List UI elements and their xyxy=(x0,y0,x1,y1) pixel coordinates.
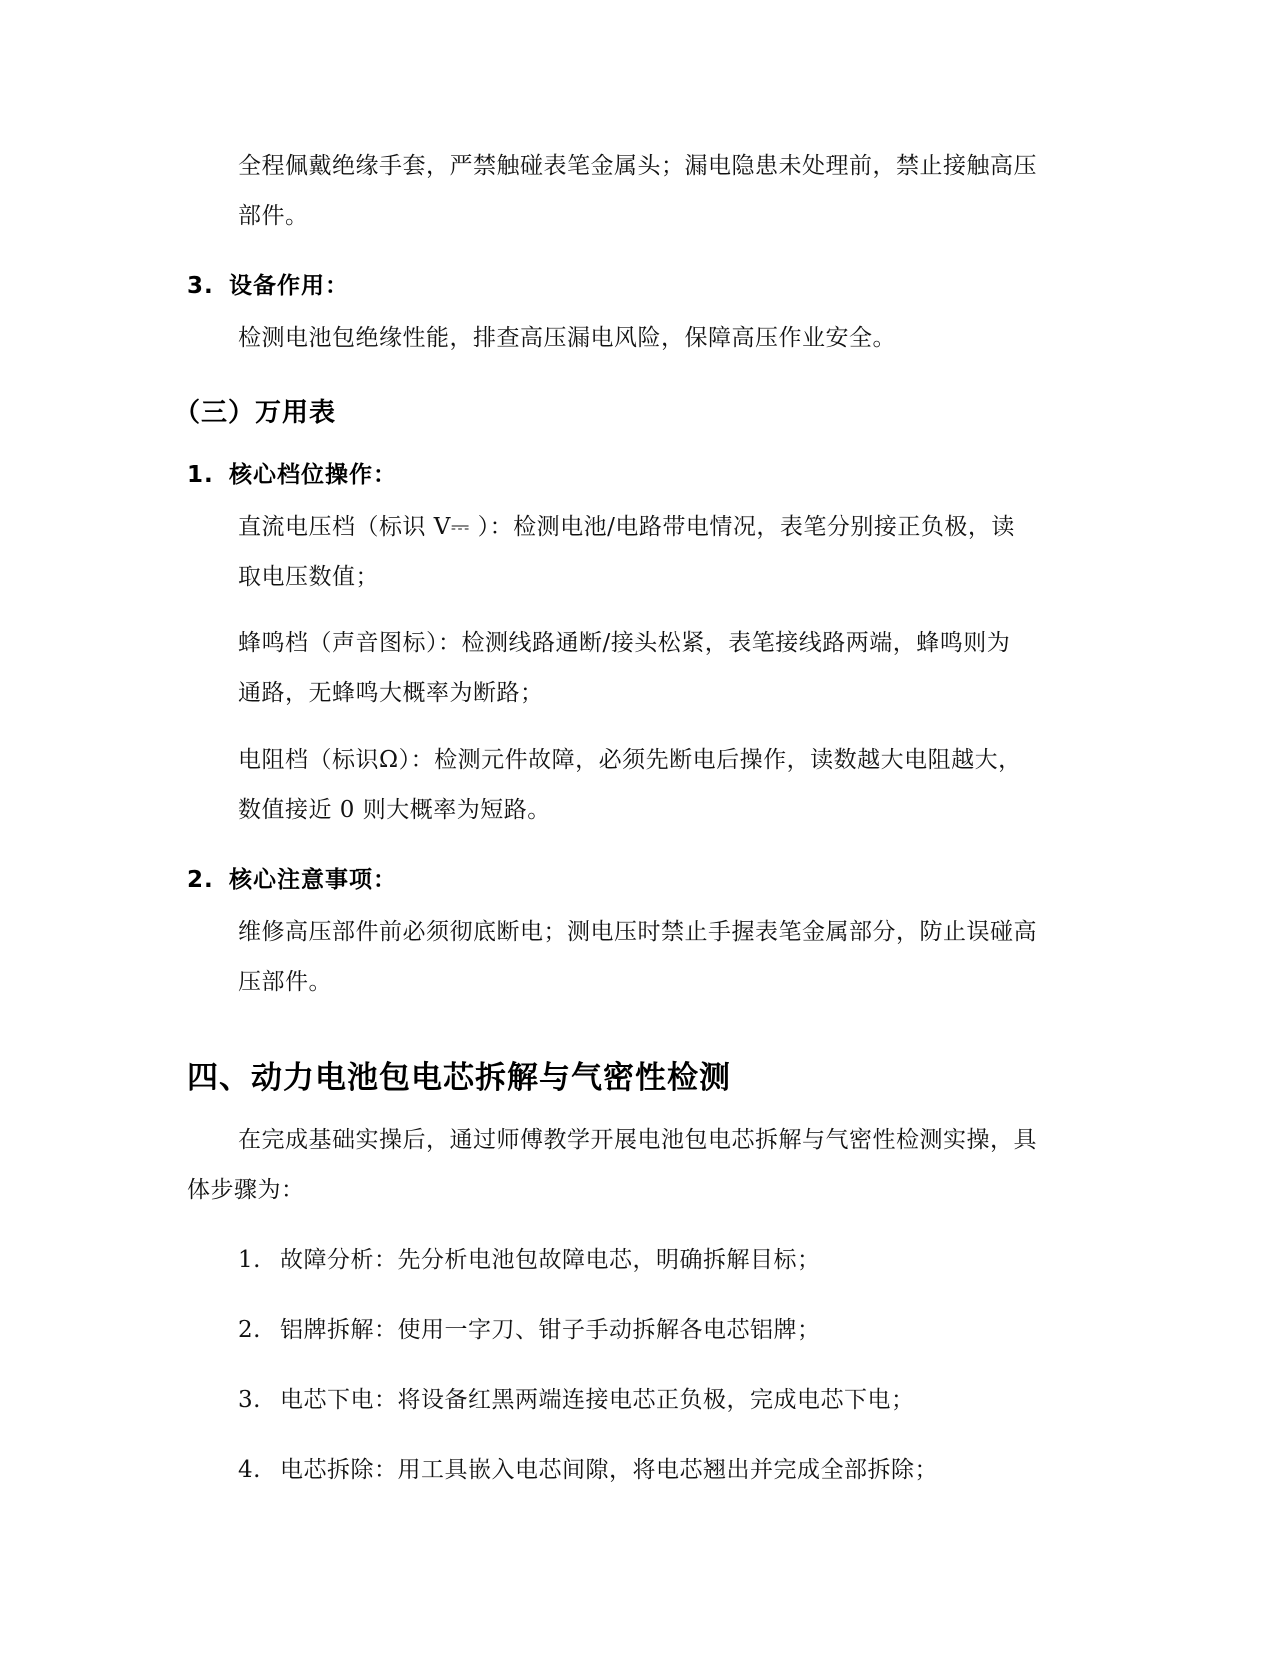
paragraph-line: 检测电池包绝缘性能，排查高压漏电风险，保障高压作业安全。 xyxy=(238,325,896,351)
list-item xyxy=(238,1245,821,1275)
heading-text: 核心注意事项： xyxy=(229,867,397,893)
heading-text: 核心档位操作： xyxy=(229,462,397,488)
heading-number: 2. xyxy=(187,867,214,893)
list-item-text: 电芯拆除：用工具嵌入电芯间隙，将电芯翘出并完成全部拆除； xyxy=(280,1457,938,1483)
paragraph-line: 在完成基础实操后，通过师傅教学开展电池包电芯拆解与气密性检测实操，具 xyxy=(238,1127,1037,1153)
chapter-heading: 四、动力电池包电芯拆解与气密性检测 xyxy=(187,1060,731,1096)
heading-number: 1. xyxy=(187,462,214,488)
subsection-heading xyxy=(187,271,349,301)
heading-number: 3. xyxy=(187,273,214,299)
list-item xyxy=(238,1315,821,1345)
paragraph-line: 维修高压部件前必须彻底断电；测电压时禁止手握表笔金属部分，防止误碰高 xyxy=(238,919,1037,945)
list-item-text: 电芯下电：将设备红黑两端连接电芯正负极，完成电芯下电； xyxy=(280,1387,915,1413)
heading-text: 设备作用： xyxy=(229,273,349,299)
list-item xyxy=(238,1385,915,1415)
paragraph-line: 压部件。 xyxy=(238,969,332,995)
list-item-number: 1. xyxy=(238,1247,261,1273)
list-item-number: 2. xyxy=(238,1317,261,1343)
paragraph-line: 全程佩戴绝缘手套，严禁触碰表笔金属头；漏电隐患未处理前，禁止接触高压 xyxy=(238,153,1037,179)
list-item-number: 4. xyxy=(238,1457,261,1483)
list-item-number: 3. xyxy=(238,1387,261,1413)
paragraph-line: 通路，无蜂鸣大概率为断路； xyxy=(238,680,544,706)
paragraph-line: 蜂鸣档（声音图标）：检测线路通断/接头松紧，表笔接线路两端，蜂鸣则为 xyxy=(238,630,1011,656)
list-item-text: 故障分析：先分析电池包故障电芯，明确拆解目标； xyxy=(280,1247,821,1273)
list-item xyxy=(238,1455,938,1485)
paragraph-line: 部件。 xyxy=(238,203,309,229)
paragraph-line: 电阻档（标识Ω）：检测元件故障，必须先断电后操作，读数越大电阻越大， xyxy=(238,747,1022,773)
paragraph-line: 体步骤为： xyxy=(187,1177,305,1203)
paragraph-line: 取电压数值； xyxy=(238,564,379,590)
section-heading: （三）万用表 xyxy=(174,398,337,428)
list-item-text: 铝牌拆解：使用一字刀、钳子手动拆解各电芯铝牌； xyxy=(280,1317,821,1343)
paragraph-line: 数值接近 0 则大概率为短路。 xyxy=(238,797,551,823)
paragraph-line: 直流电压档（标识 V⎓ ）：检测电池/电路带电情况，表笔分别接正负极，读 xyxy=(238,514,1015,540)
subsection-heading xyxy=(187,460,397,490)
subsection-heading xyxy=(187,865,397,895)
